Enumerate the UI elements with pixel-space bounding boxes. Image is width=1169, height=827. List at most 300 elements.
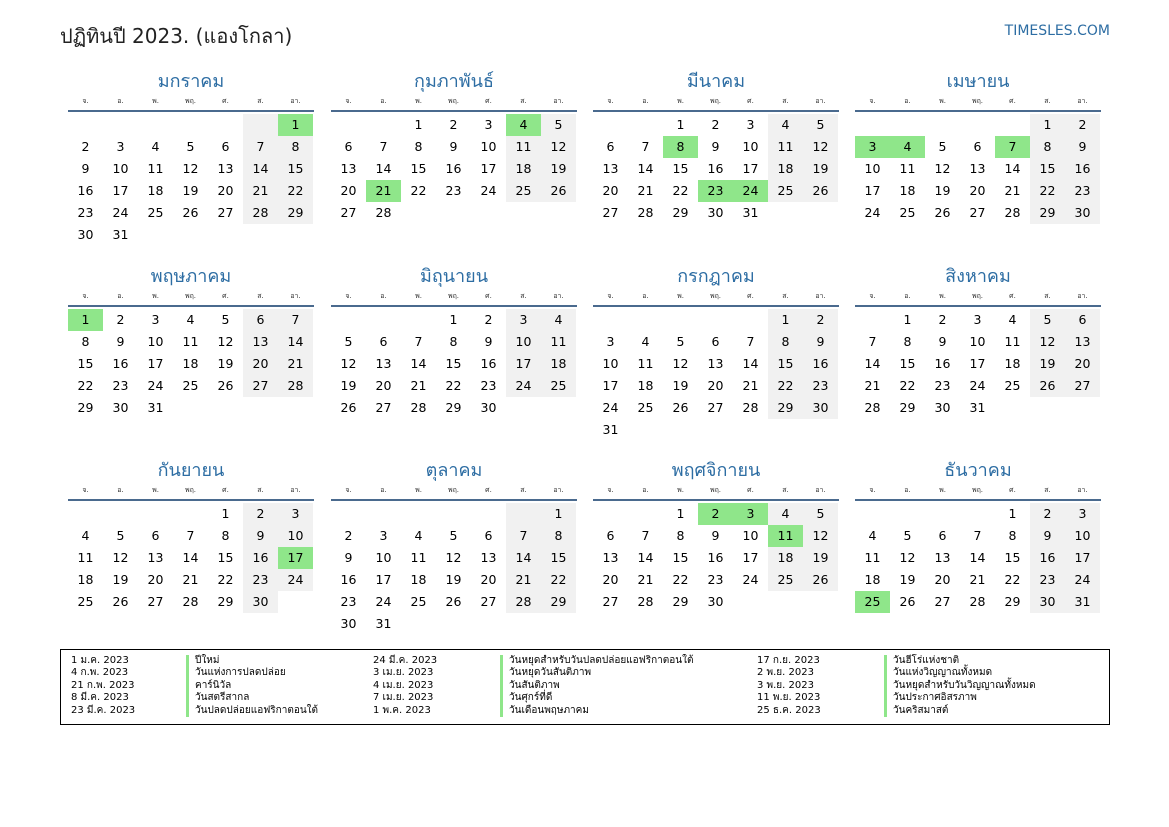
day-cell: 21 (864, 378, 881, 393)
holiday-date: 21 ก.พ. 2023 (71, 679, 135, 691)
day-cell: 13 (147, 550, 164, 565)
day-cell: 25 (637, 400, 654, 415)
weekday-label: จ. (869, 292, 876, 300)
day-cell: 19 (803, 158, 838, 180)
day-cell: 16 (1065, 158, 1100, 180)
day-cell: 23 (112, 378, 129, 393)
day-cell: 23 (934, 378, 951, 393)
month-name: กุมภาพันธ์ (414, 71, 494, 92)
day-cell: 10 (112, 161, 129, 176)
month-block (855, 459, 1101, 613)
day-cell: 9 (1030, 525, 1065, 547)
day-cell: 23 (1030, 569, 1065, 591)
day-cell: 25 (147, 205, 164, 220)
day-cell: 18 (541, 353, 576, 375)
day-cell: 21 (278, 353, 313, 375)
day-cell: 15 (445, 356, 462, 371)
day-cell: 4 (890, 136, 925, 158)
day-cell: 27 (1065, 375, 1100, 397)
day-cell: 21 (366, 180, 401, 202)
day-cell: 7 (243, 136, 278, 158)
day-cell: 10 (147, 334, 164, 349)
weekday-label: อ. (642, 97, 649, 105)
day-cell: 17 (278, 547, 313, 569)
day-cell: 20 (707, 378, 724, 393)
holiday-name: คาร์นิวัล (186, 680, 231, 692)
day-cell: 29 (217, 594, 234, 609)
day-grid (68, 114, 314, 246)
day-cell: 6 (711, 334, 720, 349)
weekday-label: อ. (642, 292, 649, 300)
weekday-label: จ. (345, 486, 352, 494)
empty-cell (733, 309, 768, 331)
empty-cell (855, 309, 890, 331)
holiday-name: วันหยุดสำหรับวันวิญญาณทั้งหมด (884, 680, 1036, 692)
month-name: พฤษภาคม (150, 266, 232, 287)
day-cell: 17 (742, 550, 759, 565)
day-cell: 31 (602, 422, 619, 437)
day-cell: 16 (340, 572, 357, 587)
empty-cell (366, 503, 401, 525)
empty-cell (68, 114, 103, 136)
day-cell: 22 (768, 375, 803, 397)
holiday-date: 24 มี.ค. 2023 (373, 655, 438, 666)
empty-cell (768, 591, 803, 613)
day-cell: 22 (1004, 572, 1021, 587)
day-cell: 20 (1065, 353, 1100, 375)
day-cell: 11 (637, 356, 654, 371)
day-cell: 9 (1065, 136, 1100, 158)
day-cell: 12 (340, 356, 357, 371)
day-cell: 5 (676, 334, 685, 349)
weekday-label: พ. (152, 97, 159, 105)
empty-cell (890, 114, 925, 136)
weekday-label: จ. (82, 486, 89, 494)
day-cell: 27 (969, 205, 986, 220)
day-cell: 16 (112, 356, 129, 371)
day-cell: 10 (864, 161, 881, 176)
day-cell: 5 (449, 528, 458, 543)
day-cell: 23 (445, 183, 462, 198)
day-cell: 22 (541, 569, 576, 591)
month-block (593, 265, 839, 441)
empty-cell (278, 397, 313, 419)
day-cell: 26 (445, 594, 462, 609)
empty-cell (243, 224, 278, 246)
weekday-label: พ. (939, 292, 946, 300)
day-cell: 1 (278, 114, 313, 136)
day-cell: 20 (147, 572, 164, 587)
day-cell: 6 (606, 528, 615, 543)
day-cell: 2 (81, 139, 90, 154)
weekday-label: จ. (345, 97, 352, 105)
day-cell: 8 (903, 334, 912, 349)
day-cell: 3 (733, 503, 768, 525)
day-cell: 8 (1030, 136, 1065, 158)
month-block (331, 459, 577, 635)
weekday-label: อ. (642, 486, 649, 494)
empty-cell (855, 503, 890, 525)
day-cell: 6 (151, 528, 160, 543)
weekday-label: พ. (939, 97, 946, 105)
day-cell: 22 (672, 572, 689, 587)
day-grid (855, 503, 1101, 613)
day-cell: 13 (243, 331, 278, 353)
weekday-label: พฤ. (971, 292, 984, 300)
day-cell: 1 (903, 312, 912, 327)
empty-cell (68, 503, 103, 525)
day-cell: 3 (1065, 503, 1100, 525)
empty-cell (803, 202, 838, 224)
empty-cell (331, 309, 366, 331)
weekday-label: ส. (520, 97, 527, 105)
day-cell: 29 (278, 202, 313, 224)
empty-cell (138, 114, 173, 136)
weekday-label: อ. (904, 292, 911, 300)
day-cell: 16 (707, 161, 724, 176)
day-cell: 29 (77, 400, 94, 415)
day-cell: 13 (934, 550, 951, 565)
day-cell: 30 (77, 227, 94, 242)
day-cell: 27 (375, 400, 392, 415)
day-cell: 30 (934, 400, 951, 415)
day-cell: 28 (278, 375, 313, 397)
day-cell: 26 (182, 205, 199, 220)
weekday-header (331, 94, 577, 112)
day-cell: 12 (899, 550, 916, 565)
day-cell: 11 (506, 136, 541, 158)
day-cell: 3 (278, 503, 313, 525)
day-cell: 18 (768, 158, 803, 180)
empty-cell (995, 397, 1030, 419)
day-cell: 17 (506, 353, 541, 375)
day-cell: 18 (637, 378, 654, 393)
day-cell: 7 (186, 528, 195, 543)
empty-cell (471, 503, 506, 525)
day-cell: 19 (541, 158, 576, 180)
day-cell: 2 (698, 503, 733, 525)
day-cell: 29 (768, 397, 803, 419)
empty-cell (768, 419, 803, 441)
empty-cell (541, 397, 576, 419)
day-cell: 19 (803, 547, 838, 569)
day-cell: 25 (899, 205, 916, 220)
day-cell: 13 (707, 356, 724, 371)
day-cell: 3 (116, 139, 125, 154)
page-title: ปฏิทินปี 2023. (แองโกลา) (60, 24, 293, 48)
day-cell: 15 (899, 356, 916, 371)
day-cell: 1 (676, 117, 685, 132)
day-cell: 4 (1008, 312, 1017, 327)
weekday-label: ส. (782, 292, 789, 300)
day-cell: 15 (672, 161, 689, 176)
day-cell: 19 (112, 572, 129, 587)
weekday-label: ศ. (1009, 486, 1016, 494)
weekday-label: อ. (117, 486, 124, 494)
weekday-label: จ. (607, 292, 614, 300)
day-cell: 15 (1030, 158, 1065, 180)
weekday-label: จ. (607, 97, 614, 105)
day-cell: 24 (742, 572, 759, 587)
day-cell: 22 (672, 183, 689, 198)
day-cell: 4 (506, 114, 541, 136)
weekday-label: พฤ. (709, 292, 722, 300)
weekday-header (855, 483, 1101, 501)
day-cell: 19 (340, 378, 357, 393)
weekday-header (331, 483, 577, 501)
day-cell: 7 (973, 528, 982, 543)
day-cell: 14 (182, 550, 199, 565)
day-cell: 17 (375, 572, 392, 587)
day-cell: 7 (641, 528, 650, 543)
day-cell: 17 (602, 378, 619, 393)
weekday-label: ส. (1044, 486, 1051, 494)
day-cell: 30 (340, 616, 357, 631)
day-cell: 10 (1065, 525, 1100, 547)
day-cell: 22 (899, 378, 916, 393)
empty-cell (506, 202, 541, 224)
day-cell: 13 (602, 161, 619, 176)
month-block (855, 265, 1101, 419)
day-cell: 7 (379, 139, 388, 154)
day-cell: 12 (217, 334, 234, 349)
day-cell: 20 (934, 572, 951, 587)
weekday-label: ศ. (747, 292, 754, 300)
day-cell: 9 (484, 334, 493, 349)
empty-cell (208, 114, 243, 136)
day-cell: 15 (768, 353, 803, 375)
day-cell: 15 (217, 550, 234, 565)
weekday-label: ส. (520, 292, 527, 300)
day-cell: 28 (1004, 205, 1021, 220)
weekday-label: อา. (553, 292, 564, 300)
day-cell: 19 (217, 356, 234, 371)
holiday-date: 7 เม.ย. 2023 (373, 692, 434, 704)
day-cell: 10 (602, 356, 619, 371)
day-cell: 29 (1004, 594, 1021, 609)
empty-cell (278, 591, 313, 613)
weekday-header (855, 289, 1101, 307)
day-cell: 8 (81, 334, 90, 349)
day-cell: 5 (116, 528, 125, 543)
weekday-header (593, 94, 839, 112)
day-cell: 28 (864, 400, 881, 415)
day-cell: 8 (768, 331, 803, 353)
day-cell: 17 (1065, 547, 1100, 569)
day-cell: 30 (243, 591, 278, 613)
day-cell: 2 (449, 117, 458, 132)
weekday-label: ส. (257, 292, 264, 300)
day-cell: 28 (243, 202, 278, 224)
day-cell: 1 (1008, 506, 1017, 521)
weekday-label: อา. (815, 486, 826, 494)
weekday-label: พฤ. (184, 292, 197, 300)
empty-cell (960, 503, 995, 525)
weekday-label: อา. (290, 292, 301, 300)
empty-cell (541, 613, 576, 635)
empty-cell (208, 397, 243, 419)
day-cell: 17 (742, 161, 759, 176)
day-cell: 6 (221, 139, 230, 154)
holiday-name: วันหยุดวันสันติภาพ (500, 667, 591, 679)
day-cell: 17 (864, 183, 881, 198)
month-name: เมษายน (946, 71, 1010, 92)
weekday-label: อ. (380, 97, 387, 105)
day-cell: 18 (410, 572, 427, 587)
weekday-label: อ. (380, 486, 387, 494)
day-cell: 7 (746, 334, 755, 349)
empty-cell (593, 503, 628, 525)
empty-cell (436, 202, 471, 224)
day-cell: 4 (768, 114, 803, 136)
empty-cell (593, 114, 628, 136)
holiday-name: วันปลดปล่อยแอฟริกาตอนใต้ (186, 705, 318, 717)
day-cell: 14 (243, 158, 278, 180)
weekday-label: ส. (1044, 97, 1051, 105)
day-cell: 8 (1008, 528, 1017, 543)
holiday-name: วันเดือนพฤษภาคม (500, 705, 589, 717)
holiday-date: 1 ม.ค. 2023 (71, 655, 129, 666)
day-cell: 8 (278, 136, 313, 158)
day-cell: 11 (541, 331, 576, 353)
day-cell: 2 (344, 528, 353, 543)
day-cell: 21 (969, 572, 986, 587)
day-cell: 28 (637, 594, 654, 609)
day-cell: 28 (182, 594, 199, 609)
day-cell: 9 (344, 550, 353, 565)
day-cell: 16 (480, 356, 497, 371)
weekday-label: อา. (290, 97, 301, 105)
day-cell: 17 (480, 161, 497, 176)
day-cell: 4 (868, 528, 877, 543)
weekday-label: จ. (869, 486, 876, 494)
day-cell: 2 (116, 312, 125, 327)
weekday-label: ส. (1044, 292, 1051, 300)
day-cell: 4 (414, 528, 423, 543)
weekday-header (68, 483, 314, 501)
day-cell: 25 (541, 375, 576, 397)
day-cell: 2 (484, 312, 493, 327)
day-cell: 24 (733, 180, 768, 202)
month-block (68, 265, 314, 419)
weekday-label: จ. (607, 486, 614, 494)
holiday-date: 4 ก.พ. 2023 (71, 667, 129, 679)
day-cell: 29 (445, 400, 462, 415)
day-cell: 11 (864, 550, 881, 565)
empty-cell (628, 419, 663, 441)
day-cell: 25 (855, 591, 890, 613)
day-cell: 24 (969, 378, 986, 393)
day-cell: 27 (707, 400, 724, 415)
day-cell: 20 (243, 353, 278, 375)
month-block (593, 70, 839, 224)
day-cell: 10 (375, 550, 392, 565)
day-cell: 18 (77, 572, 94, 587)
empty-cell (506, 397, 541, 419)
day-cell: 25 (410, 594, 427, 609)
holiday-date: 8 มี.ค. 2023 (71, 692, 129, 704)
holiday-date: 3 เม.ย. 2023 (373, 667, 434, 679)
day-cell: 11 (768, 136, 803, 158)
empty-cell (366, 309, 401, 331)
day-cell: 7 (506, 525, 541, 547)
weekday-label: พฤ. (184, 97, 197, 105)
month-block (593, 459, 839, 613)
empty-cell (698, 309, 733, 331)
day-cell: 23 (1065, 180, 1100, 202)
weekday-label: อา. (1077, 292, 1088, 300)
day-cell: 1 (221, 506, 230, 521)
weekday-label: จ. (82, 292, 89, 300)
day-cell: 24 (1065, 569, 1100, 591)
weekday-label: พ. (415, 292, 422, 300)
holiday-date: 4 เม.ย. 2023 (373, 679, 434, 691)
day-cell: 19 (672, 378, 689, 393)
empty-cell (803, 419, 838, 441)
day-cell: 26 (217, 378, 234, 393)
empty-cell (243, 114, 278, 136)
day-cell: 8 (663, 136, 698, 158)
day-cell: 15 (278, 158, 313, 180)
empty-cell (366, 114, 401, 136)
day-cell: 26 (112, 594, 129, 609)
day-cell: 12 (934, 161, 951, 176)
holiday-name: วันหยุดสำหรับวันปลดปล่อยแอฟริกาตอนใต้ (500, 655, 693, 667)
day-cell: 23 (698, 180, 733, 202)
month-name: มีนาคม (686, 71, 746, 92)
day-cell: 4 (186, 312, 195, 327)
day-cell: 8 (414, 139, 423, 154)
day-cell: 2 (711, 117, 720, 132)
empty-cell (278, 224, 313, 246)
holiday-list (60, 649, 1110, 725)
weekday-header (68, 94, 314, 112)
day-cell: 10 (742, 528, 759, 543)
day-cell: 5 (1030, 309, 1065, 331)
day-cell: 16 (1030, 547, 1065, 569)
weekday-label: พฤ. (447, 292, 460, 300)
empty-cell (855, 114, 890, 136)
empty-cell (733, 419, 768, 441)
empty-cell (890, 503, 925, 525)
site-link[interactable]: TIMESLES.COM (1004, 23, 1110, 39)
day-cell: 27 (602, 594, 619, 609)
day-cell: 14 (742, 356, 759, 371)
day-cell: 28 (375, 205, 392, 220)
day-cell: 28 (637, 205, 654, 220)
day-cell: 6 (484, 528, 493, 543)
day-cell: 20 (602, 183, 619, 198)
day-grid (68, 503, 314, 613)
day-cell: 22 (1030, 180, 1065, 202)
holiday-date: 1 พ.ค. 2023 (373, 704, 431, 716)
day-cell: 18 (182, 356, 199, 371)
weekday-label: อ. (380, 292, 387, 300)
day-cell: 3 (855, 136, 890, 158)
day-cell: 11 (147, 161, 164, 176)
empty-cell (436, 613, 471, 635)
day-cell: 28 (506, 591, 541, 613)
day-cell: 7 (868, 334, 877, 349)
day-cell: 16 (77, 183, 94, 198)
holiday-date: 25 ธ.ค. 2023 (757, 704, 821, 716)
day-cell: 24 (480, 183, 497, 198)
empty-cell (331, 503, 366, 525)
day-cell: 5 (344, 334, 353, 349)
empty-cell (628, 503, 663, 525)
day-cell: 12 (803, 525, 838, 547)
empty-cell (138, 503, 173, 525)
